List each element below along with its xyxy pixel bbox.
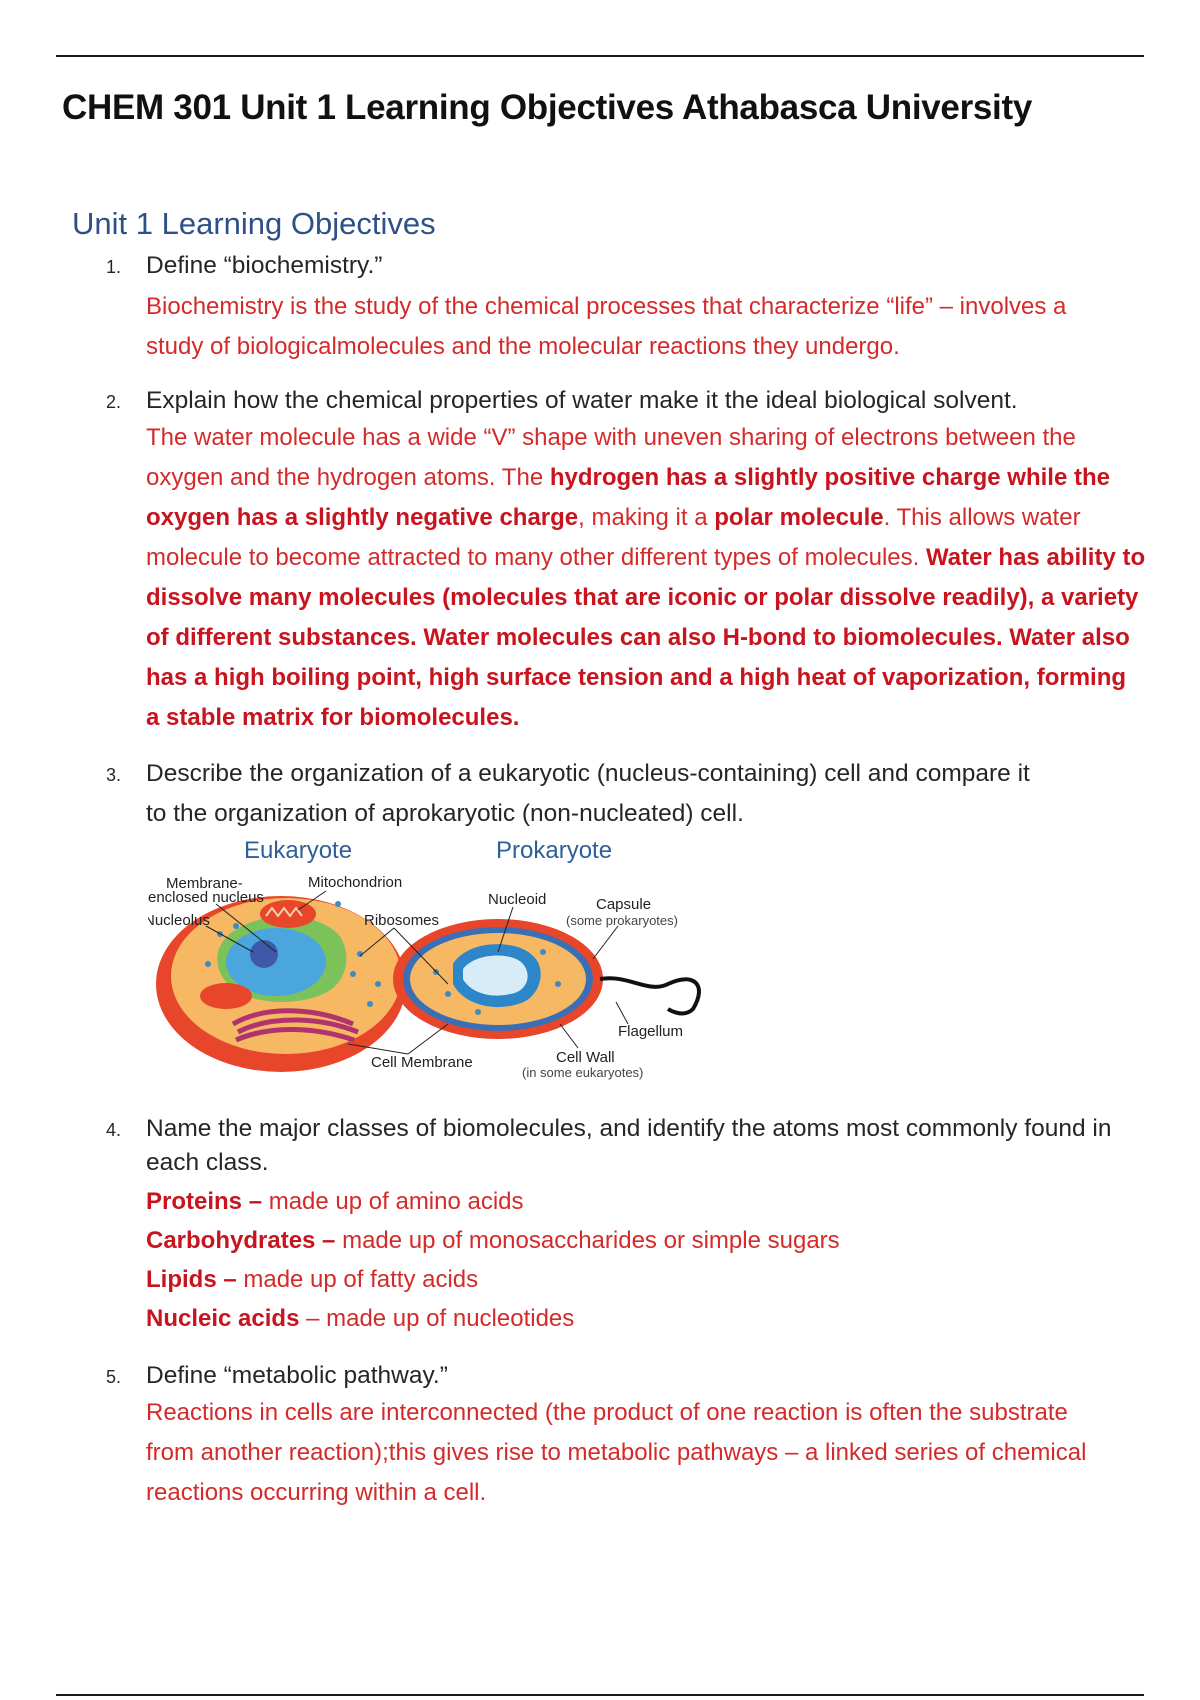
class-name: Carbohydrates – <box>146 1227 336 1254</box>
answer-text: The water molecule has a wide “V” shape with uneven sharing of electrons between the oxygen and the hydrogen atoms. The <box>146 424 1076 491</box>
objective-number: 5. <box>106 1367 122 1387</box>
label-cell-wall-note: (in some eukaryotes) <box>522 1065 644 1080</box>
class-name: Nucleic acids <box>146 1305 300 1332</box>
biomolecule-classes <box>106 1182 1176 1338</box>
label-membrane-2: enclosed nucleus <box>148 889 264 906</box>
objective-question <box>106 1112 1176 1180</box>
label-capsule-note: (some prokaryotes) <box>566 913 678 928</box>
objective-number: 3. <box>106 765 122 785</box>
label-membrane-1: Membrane- <box>166 875 243 892</box>
label-capsule: Capsule <box>596 896 652 913</box>
flagellum <box>600 978 699 1013</box>
class-proteins <box>106 1182 1176 1221</box>
class-carbohydrates <box>106 1221 1176 1260</box>
class-nucleic-acids <box>106 1299 1176 1338</box>
section-heading: Unit 1 Learning Objectives <box>72 206 436 241</box>
class-desc: – made up of nucleotides <box>299 1305 575 1332</box>
document-title: CHEM 301 Unit 1 Learning Objectives Athabasca University <box>62 88 1033 127</box>
objective-2 <box>106 384 1176 738</box>
objective-number: 2. <box>106 392 122 412</box>
answer-line: Biochemistry is the study of the chemical processes that characterize “life” – involves a <box>146 293 1067 320</box>
objective-answer <box>106 418 1146 738</box>
question-line: Name the major classes of biomolecules, and identify the atoms most commonly found in <box>146 1115 1112 1142</box>
objective-4 <box>106 1112 1176 1338</box>
question-line: each class. <box>146 1149 269 1176</box>
question-text: Define “biochemistry.” <box>146 252 383 279</box>
nucleolus <box>250 940 278 968</box>
objective-question <box>106 1359 1176 1393</box>
objective-answer <box>106 1393 1176 1513</box>
cell-diagram <box>148 834 768 1084</box>
class-name: Lipids – <box>146 1266 237 1293</box>
prokaryotic-cell <box>393 919 699 1039</box>
label-cell-wall: Cell Wall <box>556 1049 615 1066</box>
objective-5 <box>106 1359 1176 1513</box>
bottom-rule <box>56 1694 1144 1696</box>
label-ribosomes: Ribosomes <box>364 912 440 929</box>
answer-bold-polar: polar molecule <box>714 504 884 531</box>
answer-line: reactions occurring within a cell. <box>146 1479 487 1506</box>
objective-question <box>106 384 1176 418</box>
question-line: to the organization of aprokaryotic (non-nucleated) cell. <box>146 800 744 827</box>
objective-3 <box>106 757 1176 831</box>
objective-question <box>106 249 1176 283</box>
objective-1 <box>106 249 1176 367</box>
label-nucleolus: Nucleolus <box>148 912 210 929</box>
answer-line: Reactions in cells are interconnected (the product of one reaction is often the substrate <box>146 1399 1068 1426</box>
class-lipids <box>106 1260 1176 1299</box>
class-name: Proteins – <box>146 1188 263 1215</box>
objective-number: 4. <box>106 1120 122 1140</box>
question-text: Define “metabolic pathway.” <box>146 1362 448 1389</box>
answer-bold-charge: hydrogen has a slightly positive charge while the oxygen has a slightly negative charge <box>146 464 1110 531</box>
label-cell-membrane: Cell Membrane <box>371 1054 473 1071</box>
objective-question <box>106 757 1176 831</box>
objective-answer <box>106 287 1176 367</box>
class-desc: made up of fatty acids <box>236 1266 479 1293</box>
class-desc: made up of amino acids <box>262 1188 524 1215</box>
label-mitochondrion: Mitochondrion <box>308 874 403 891</box>
label-nucleoid: Nucleoid <box>488 891 547 908</box>
answer-text: , making it a <box>578 504 715 531</box>
mitochondrion-2 <box>200 983 252 1009</box>
answer-line: study of biologicalmolecules and the molecular reactions they undergo. <box>146 333 900 360</box>
answer-line: from another reaction);this gives rise to metabolic pathways – a linked series of chemical <box>146 1439 1087 1466</box>
eukaryote-heading: Eukaryote <box>244 837 353 864</box>
answer-bold-properties: Water has ability to dissolve many molecules (molecules that are iconic or polar dissolve readily), a variety of different substances. Water molecules can also H-bond to biomolecules. Water also has a high boiling point, high surface tension and a high heat of vaporization, forming a stable matrix for biomolecules. <box>146 544 1146 731</box>
objective-number: 1. <box>106 257 122 277</box>
question-line: Describe the organization of a eukaryotic (nucleus-containing) cell and compare it <box>146 760 1030 787</box>
label-flagellum: Flagellum <box>618 1023 684 1040</box>
question-text: Explain how the chemical properties of water make it the ideal biological solvent. <box>146 387 1018 414</box>
top-rule <box>56 55 1144 57</box>
prokaryote-heading: Prokaryote <box>496 837 613 864</box>
class-desc: made up of monosaccharides or simple sugars <box>335 1227 840 1254</box>
cell-diagram-svg <box>148 834 768 1084</box>
answer-text: . This allows water molecule to become attracted to many other different types of molecules. <box>146 504 1081 571</box>
